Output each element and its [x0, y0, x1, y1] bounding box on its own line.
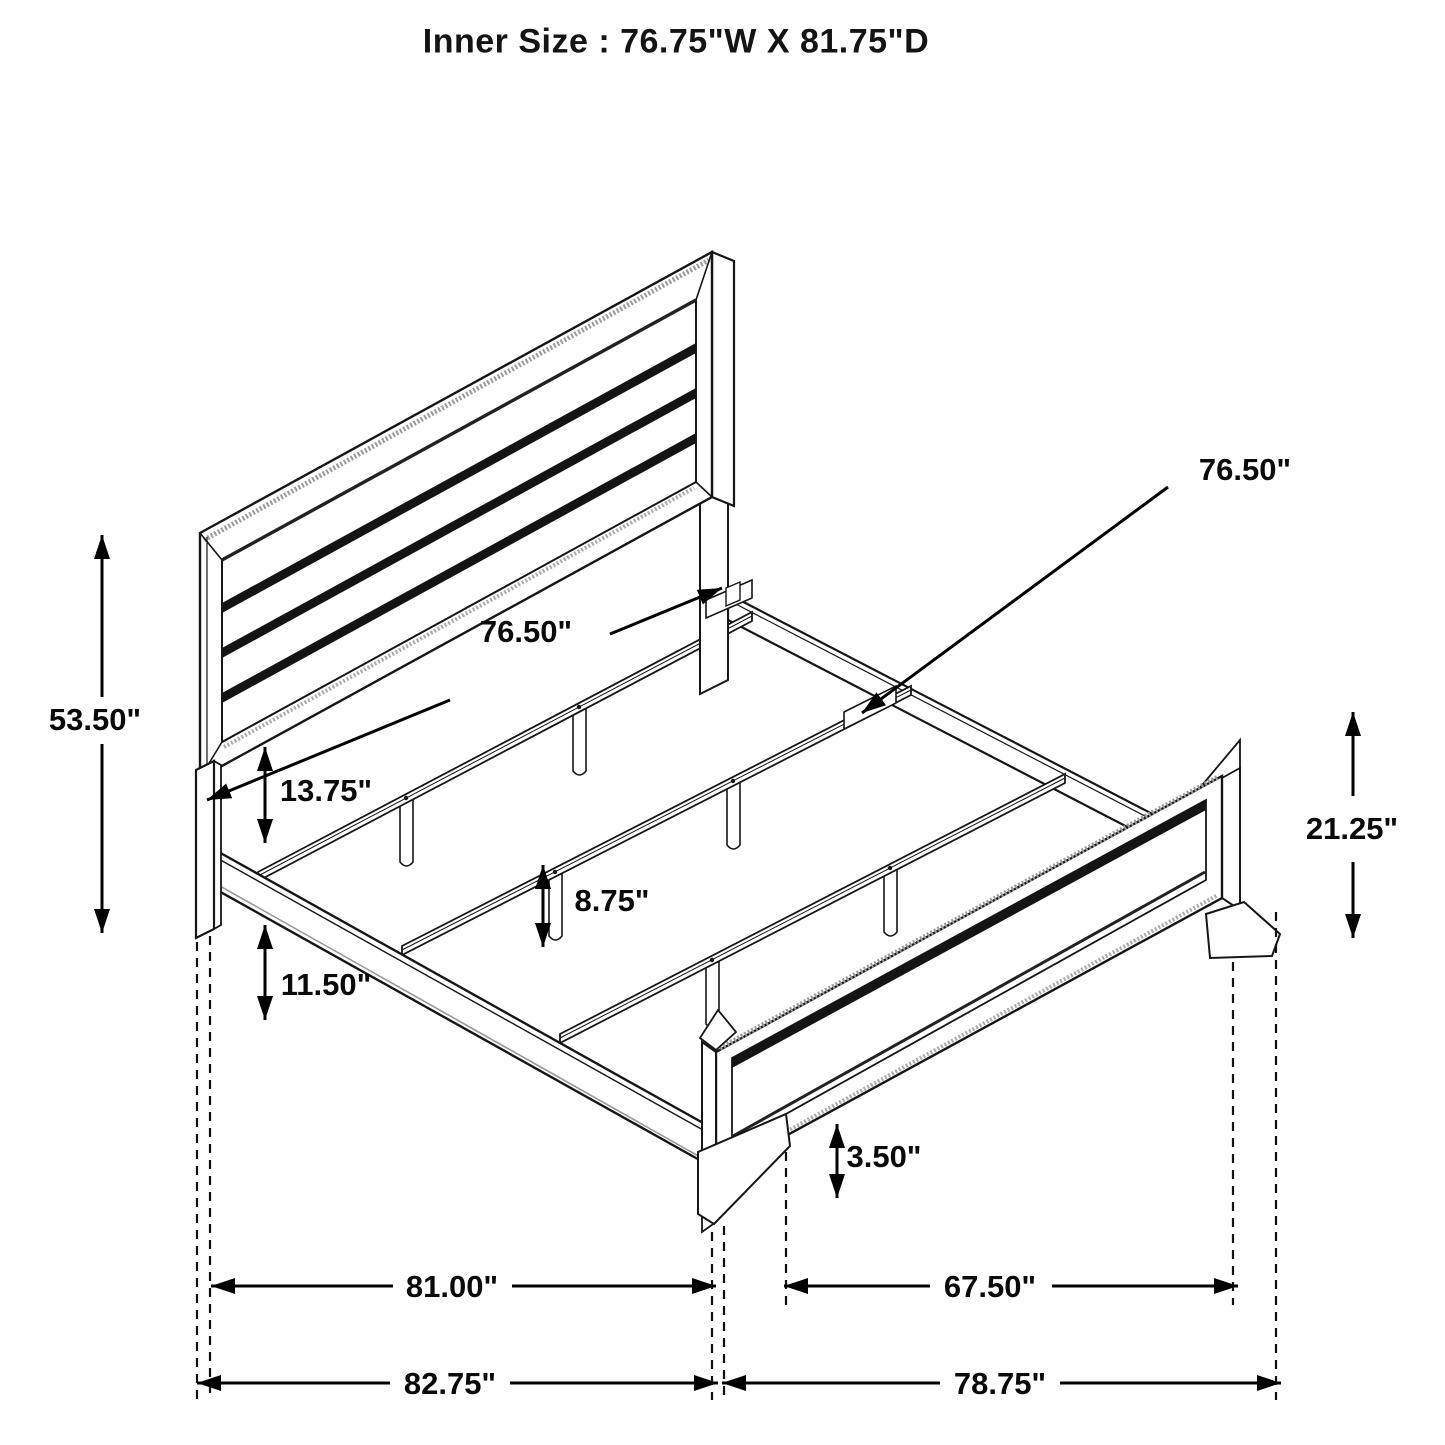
- dim-label-headboard-height: 53.50": [48, 702, 142, 737]
- dim-label-frame-inner-length: 81.00": [405, 1269, 499, 1304]
- headboard-left-leg: [196, 761, 221, 938]
- dim-label-headboard-inner-width: 76.50": [479, 614, 573, 649]
- dim-label-headboard-bottom-to-slat: 13.75": [279, 773, 373, 808]
- slat-rail-2: [402, 686, 911, 955]
- dim-label-footboard-outer-width: 78.75": [953, 1366, 1047, 1401]
- dim-label-feet-inner-distance: 67.50": [943, 1269, 1037, 1304]
- dim-label-side-rail-height: 11.50": [280, 967, 372, 1002]
- dim-label-footboard-clearance: 3.50": [846, 1139, 922, 1174]
- dim-label-footboard-height: 21.25": [1305, 811, 1399, 846]
- headboard: [200, 252, 734, 778]
- dim-label-slat-rail-length: 76.50": [1198, 452, 1292, 487]
- dim-label-frame-outer-length: 82.75": [403, 1366, 497, 1401]
- page-title: Inner Size : 76.75"W X 81.75"D: [422, 22, 930, 61]
- dim-label-slat-height: 8.75": [574, 883, 650, 918]
